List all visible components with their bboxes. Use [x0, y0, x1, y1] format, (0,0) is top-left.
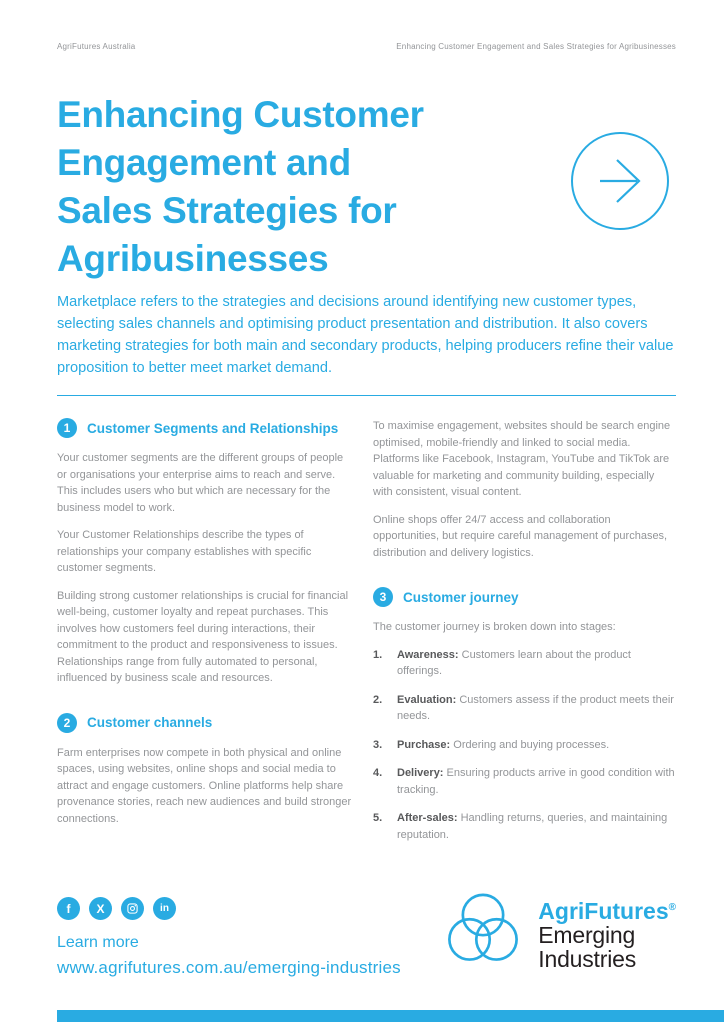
- intro-paragraph: Marketplace refers to the strategies and decisions around identifying new customer types, selecting sales channels and optimising product presentation and distribution. It also covers marketing strategies for both main and secondary products, helping producers refine their value proposition to better meet market demand.: [57, 294, 674, 376]
- stage-text: [397, 647, 676, 680]
- facebook-icon[interactable]: f: [57, 897, 80, 920]
- stage-text: [397, 692, 676, 725]
- section-heading: Customer channels: [87, 715, 213, 730]
- stage-text: [397, 737, 609, 754]
- section-3-header: [373, 587, 676, 607]
- social-icons-row: [57, 897, 401, 920]
- logo-text: [538, 896, 676, 971]
- stage-description: Handling returns, queries, and maintaining reputation.: [397, 812, 668, 841]
- section-number-badge: 1: [57, 418, 77, 438]
- stage-term: Delivery:: [397, 767, 444, 779]
- learn-more-label: Learn more: [57, 934, 139, 951]
- stage-text: [397, 810, 676, 843]
- bottom-accent-bar: [57, 1010, 724, 1022]
- trefoil-logo-icon: [441, 889, 525, 978]
- x-icon[interactable]: X: [89, 897, 112, 920]
- stage-number: 1.: [373, 648, 383, 661]
- header-right-text: Enhancing Customer Engagement and Sales Strategies for Agribusinesses: [396, 42, 676, 51]
- page-footer: [57, 889, 676, 978]
- agrifutures-logo: [441, 889, 676, 978]
- section-heading: Customer Segments and Relationships: [87, 420, 339, 436]
- footer-left: [57, 897, 401, 978]
- stage-description: Customers assess if the product meets their needs.: [397, 693, 674, 722]
- left-column: [57, 418, 353, 855]
- stage-term: Purchase:: [397, 738, 451, 751]
- stage-list-item: [373, 692, 676, 725]
- stage-number: 4.: [373, 767, 383, 779]
- stage-list-item: [373, 765, 676, 798]
- content-divider: [57, 395, 676, 396]
- document-header: [57, 42, 676, 51]
- title-row: [57, 91, 676, 283]
- stage-number: 3.: [373, 738, 383, 751]
- right-column: [373, 418, 676, 855]
- title-line: Agribusinesses: [57, 238, 329, 279]
- stage-list-item: [373, 647, 676, 680]
- website-link[interactable]: www.agrifutures.com.au/emerging-industries: [57, 958, 401, 977]
- stage-list-item: [373, 810, 676, 843]
- instagram-icon[interactable]: [121, 897, 144, 920]
- registered-mark: ®: [668, 902, 676, 913]
- stage-term: Evaluation:: [397, 693, 457, 706]
- section-lead-text: The customer journey is broken down into stages:: [373, 621, 616, 633]
- stage-term: After-sales:: [397, 812, 458, 824]
- page-title: [57, 91, 497, 283]
- stage-number: 5.: [373, 812, 383, 824]
- logo-line-industries: Industries: [538, 946, 636, 972]
- content-columns: [57, 418, 676, 855]
- stage-text: [397, 765, 676, 798]
- title-line: Enhancing Customer: [57, 94, 424, 135]
- stage-list-item: [373, 737, 676, 754]
- body-paragraph: Building strong customer relationships is crucial for financial well-being, customer loyalty and repeat purchases. This involves how customers feel during interactions, their commitment to the product and responsiveness to issues. Relationships range from fully automated to personal, influenced by business scale and resources.: [57, 589, 349, 684]
- body-paragraph: Online shops offer 24/7 access and collaboration opportunities, but require careful management of purchases, distribution and delivery logistics.: [373, 513, 668, 559]
- linkedin-icon[interactable]: in: [153, 897, 176, 920]
- title-line: Sales Strategies for: [57, 190, 397, 231]
- body-paragraph: To maximise engagement, websites should be search engine optimised, mobile-friendly and linked to social media. Platforms like Facebook, Instagram, YouTube and TikTok are valuable for marketing and community building, especially with consistent, visual content.: [373, 420, 671, 498]
- body-paragraph: Your Customer Relationships describe the types of relationships your company establishes with specific customer segments.: [57, 529, 312, 574]
- section-2-header: [57, 713, 353, 733]
- stage-description: Ordering and buying processes.: [450, 738, 610, 751]
- logo-line-emerging: Emerging: [538, 922, 636, 948]
- body-paragraph: Your customer segments are the different groups of people or organisations your enterprise aims to reach and serve. This includes users who but which are necessary for the business model to work.: [57, 452, 344, 514]
- section-number-badge: 3: [373, 587, 393, 607]
- title-line: Engagement and: [57, 142, 351, 183]
- section-number-badge: 2: [57, 713, 77, 733]
- stage-term: Awareness:: [397, 648, 459, 661]
- stage-description: Ensuring products arrive in good condition with tracking.: [397, 767, 675, 796]
- header-left-text: AgriFutures Australia: [57, 42, 136, 51]
- stage-description: Customers learn about the product offerings.: [397, 648, 631, 677]
- section-heading: Customer journey: [403, 589, 519, 605]
- body-paragraph: Farm enterprises now compete in both physical and online spaces, using websites, online shops and social media to attract and engage customers. Online platforms help share provenance stories, reach new audiences and build stronger connections.: [57, 746, 352, 825]
- arrow-circle-icon: [570, 131, 670, 231]
- stage-number: 2.: [373, 693, 383, 706]
- logo-brand-text: AgriFutures: [538, 898, 669, 924]
- section-1-header: [57, 418, 353, 438]
